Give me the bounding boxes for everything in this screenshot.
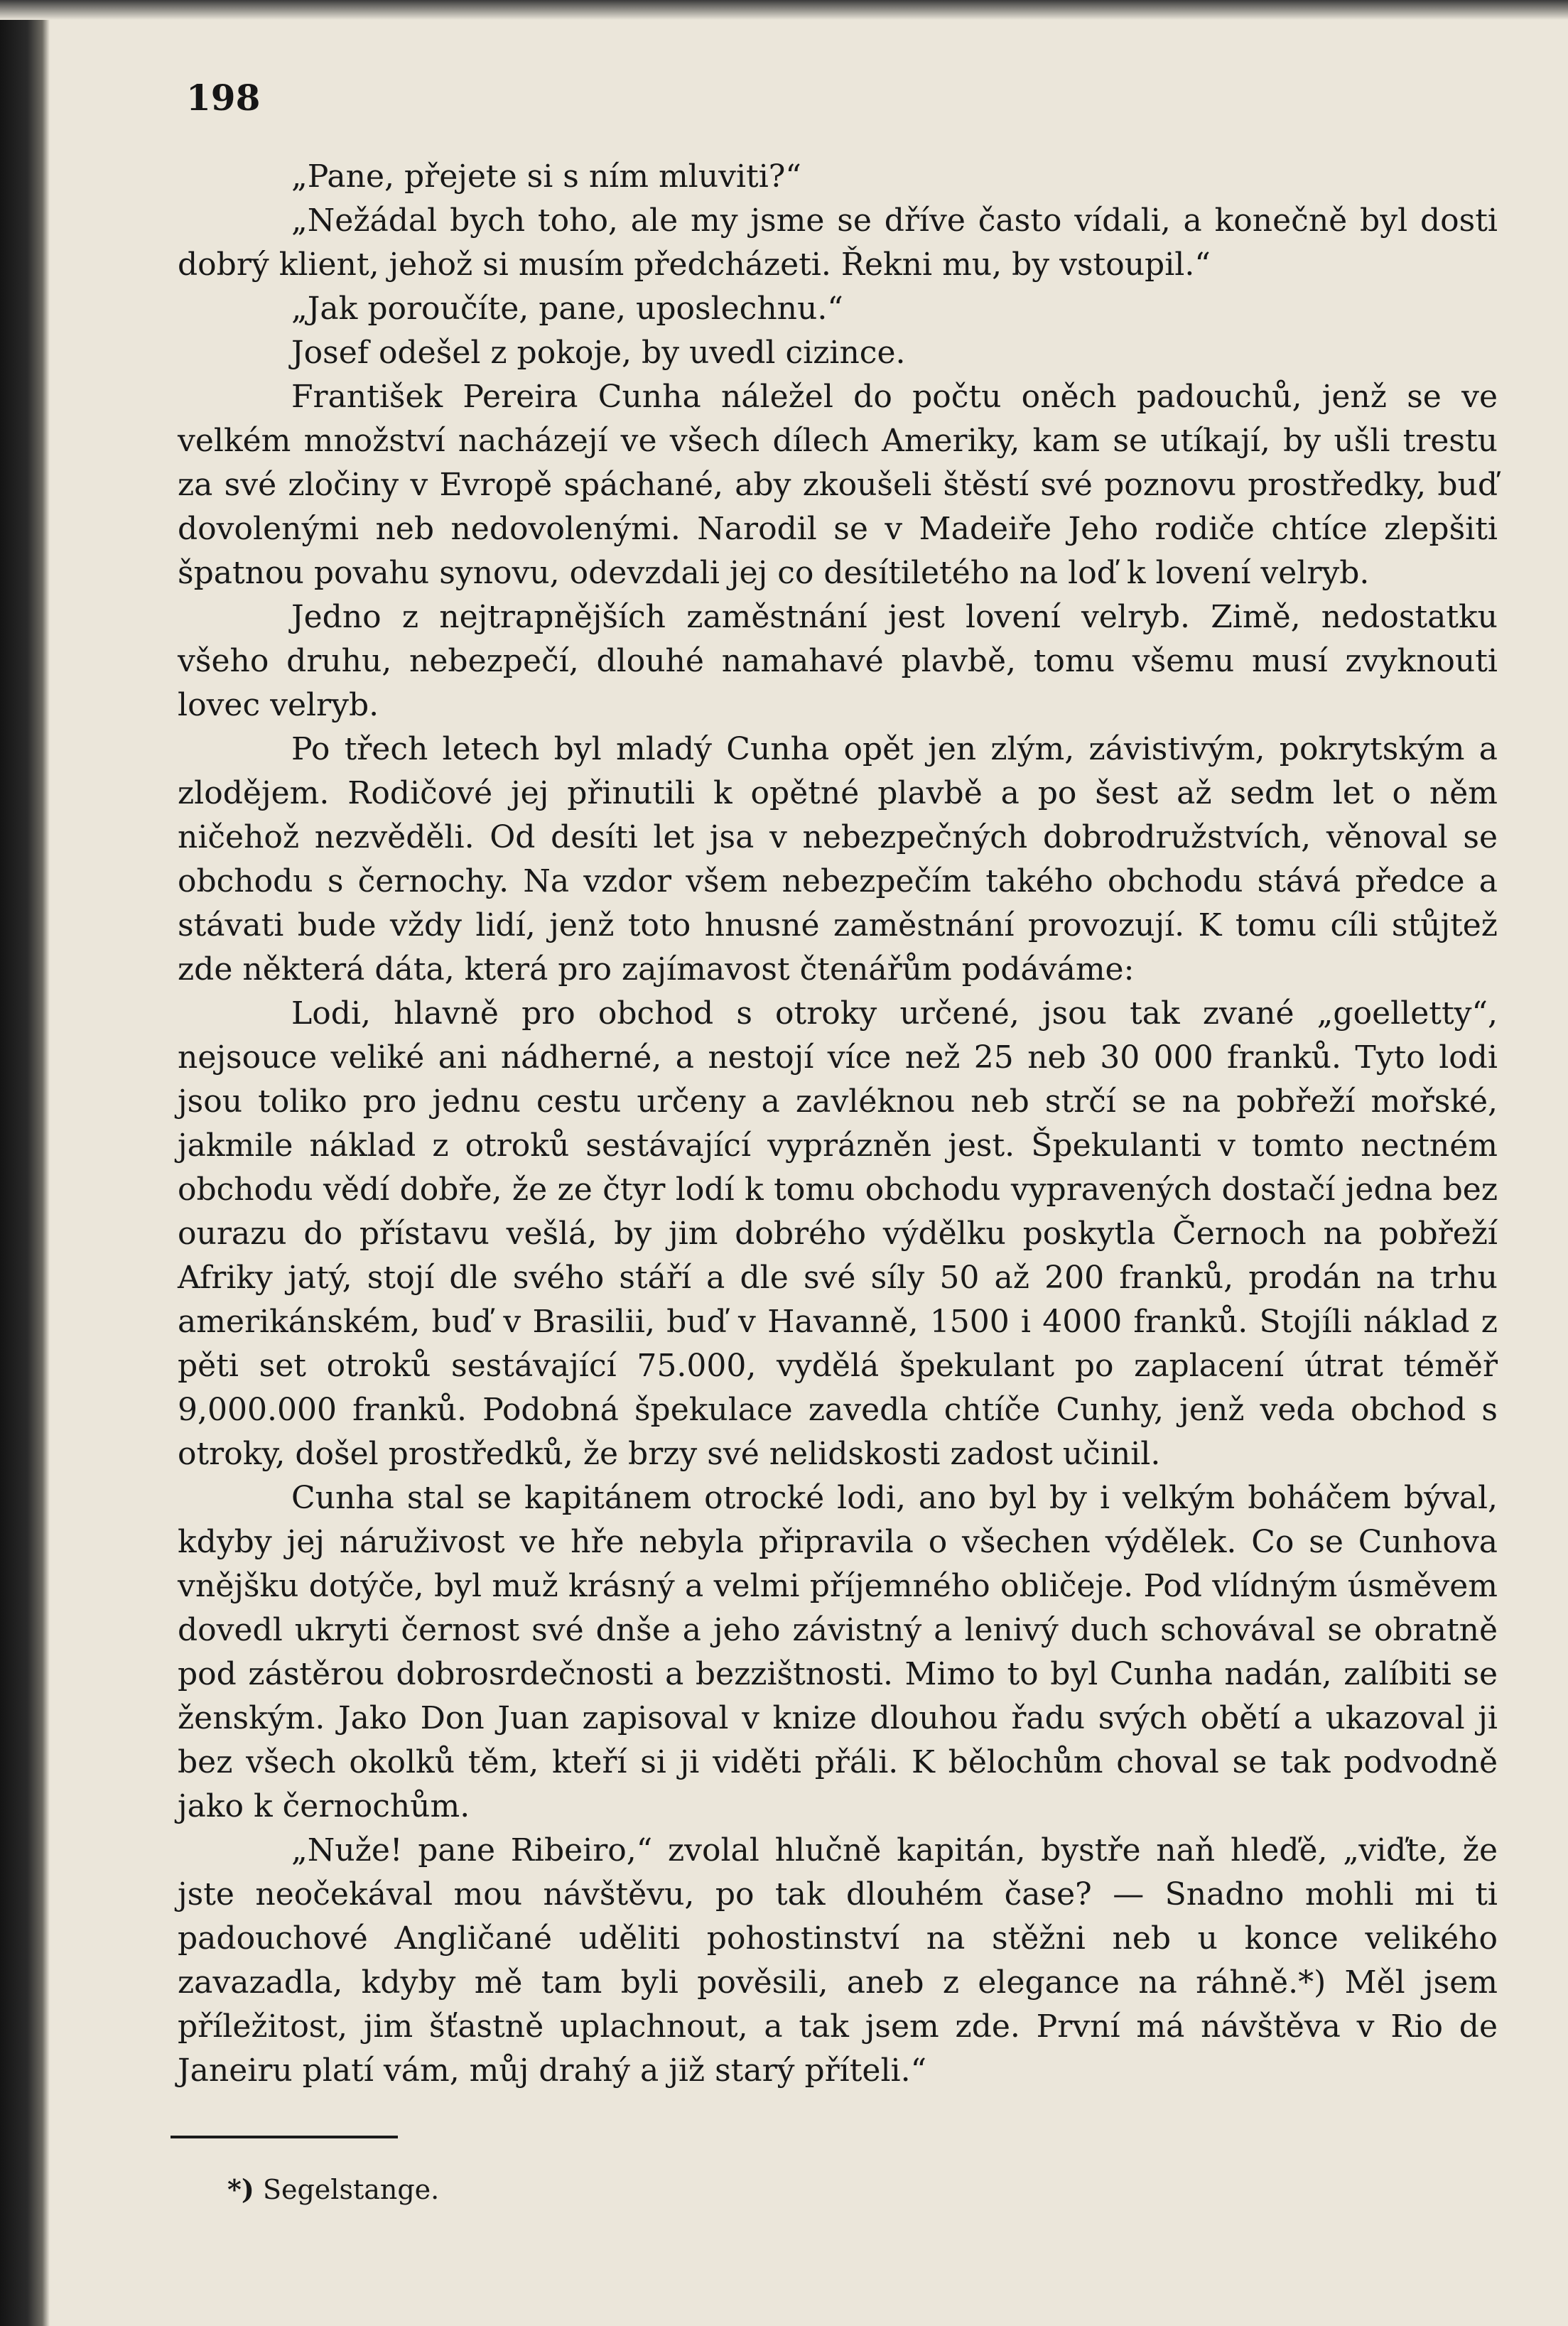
paragraph-6: Jedno z nejtrapnějších zaměstnání jest lovení velryb. Zimě, nedostatku všeho druhu, nebezpečí, dlouhé namahavé plavbě, tomu všemu musí zvyknouti lovec velryb. — [178, 599, 1498, 723]
footnote-text: Segelstange. — [262, 2174, 440, 2205]
page-number: 198 — [186, 77, 261, 119]
paragraph-8: Lodi, hlavně pro obchod s otroky určené, jsou tak zvané „goelletty“, nejsouce veliké ani nádherné, a nestojí více než 25 neb 30 000 franků. Tyto lodi jsou toliko pro jednu cestu určeny a zavléknou neb strčí se na pobřeží mořské, jakmile náklad z otroků sestávající vyprázněn jest. Špekulanti v tomto nectném obchodu vědí dobře, že ze čtyr lodí k tomu obchodu vypravených dostačí jedna bez ourazu do přístavu vešlá, by jim dobrého výdělku poskytla Černoch na pobřeží Afriky jatý, stojí dle svého stáří a dle své síly 50 až 200 franků, prodán na trhu amerikánském, buď v Brasilii, buď v Havanně, 1500 i 4000 franků. Stojíli náklad z pěti set otroků sestávající 75.000, vydělá špekulant po zaplacení útrat téměř 9,000.000 franků. Podobná špekulace zavedla chtíče Cunhy, jenž veda obchod s otroky, došel prostředků, že brzy své nelidskosti zadost učinil. — [178, 995, 1498, 1472]
paragraph-2: „Nežádal bych toho, ale my jsme se dříve často vídali, a konečně byl dosti dobrý klient, jehož si musím předcházeti. Řekni mu, by vstoupil.“ — [178, 202, 1498, 283]
footnote-divider — [171, 2136, 398, 2138]
footnote — [227, 2173, 439, 2207]
paragraph-4: Josef odešel z pokoje, by uvedl cizince. — [291, 335, 906, 371]
body-text — [178, 155, 1498, 2093]
paragraph-1: „Pane, přejete si s ním mluviti?“ — [291, 158, 801, 195]
paragraph-3: „Jak poroučíte, pane, uposlechnu.“ — [291, 291, 843, 327]
paragraph-10: „Nuže! pane Ribeiro,“ zvolal hlučně kapitán, bystře naň hleďě, „viďte, že jste neočekával mou návštěvu, po tak dlouhém čase? — Snadno mohli mi ti padouchové Angličané uděliti pohostinství na stěžni neb u konce velikého zavazadla, kdyby mě tam byli pověsili, aneb z elegance na ráhně.*) Měl jsem příležitost, jim šťastně uplachnout, a tak jsem zde. První má návštěva v Rio de Janeiru platí vám, můj drahý a již starý příteli.“ — [178, 1832, 1498, 2089]
page-top-edge — [0, 0, 1568, 20]
paragraph-7: Po třech letech byl mladý Cunha opět jen zlým, závistivým, pokrytským a zlodějem. Rodičové jej přinutili k opětné plavbě a po šest až sedm let o něm ničehož nezvěděli. Od desíti let jsa v nebezpečných dobrodružstvích, věnoval se obchodu s černochy. Na vzdor všem nebezpečím takého obchodu stává předce a stávati bude vždy lidí, jenž toto hnusné zaměstnání provozují. K tomu cíli stůjtež zde některá dáta, která pro zajímavost čtenářům podáváme: — [178, 731, 1498, 988]
paragraph-9: Cunha stal se kapitánem otrocké lodi, ano byl by i velkým boháčem býval, kdyby jej náruživost ve hře nebyla připravila o všechen výdělek. Co se Cunhova vnějšku dotýče, byl muž krásný a velmi příjemného obličeje. Pod vlídným úsměvem dovedl ukryti černost své dnše a jeho závistný a lenivý duch schovával se obratně pod zástěrou dobrosrdečnosti a bezzištnosti. Mimo to byl Cunha nadán, zalíbiti se ženským. Jako Don Juan zapisoval v knize dlouhou řadu svých obětí a ukazoval ji bez všech okolků těm, kteří si ji viděti přáli. K bělochům choval se tak podvodně jako k černochům. — [178, 1480, 1498, 1824]
paragraph-5: František Pereira Cunha náležel do počtu oněch padouchů, jenž se ve velkém množství nacházejí ve všech dílech Ameriky, kam se utíkají, by ušli trestu za své zločiny v Evropě spáchané, aby zkoušeli štěstí své poznovu prostředky, buď dovolenými neb nedovolenými. Narodil se v Madeiře Jeho rodiče chtíce zlepšiti špatnou povahu synovu, odevzdali jej co desítiletého na loď k lovení velryb. — [178, 379, 1498, 591]
footnote-mark: *) — [227, 2173, 254, 2205]
page-binding-shadow — [0, 0, 50, 2326]
